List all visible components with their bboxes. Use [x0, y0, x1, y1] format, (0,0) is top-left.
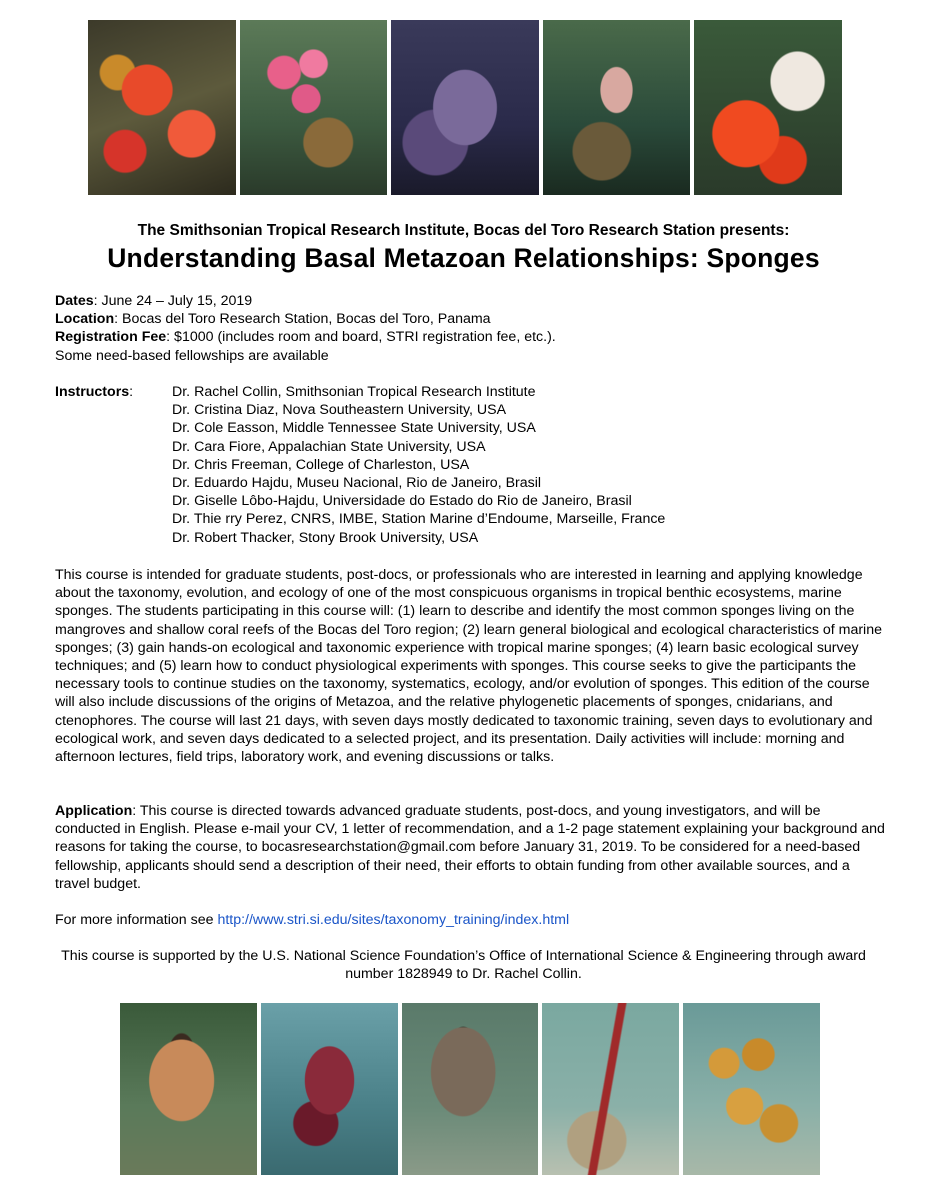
sponge-photo-pink: [240, 20, 388, 195]
sponge-photo-yellow-tube: [683, 1003, 820, 1175]
top-photo-strip: [88, 20, 842, 195]
dates-label: Dates: [55, 293, 94, 309]
application-text: : This course is directed towards advanced graduate students, post-docs, and young investigators, and will be conducted in English. Please e-mail your CV, 1 letter of recommendation, and a 1-2 page statement explaining your background and reasons for taking the course, to bocasresearchstation@gmail.com before January 31, 2019. To be considered for a need-based fellowship, applicants should send a description of their need, their efforts to obtain funding from other available sources, and a travel budget.: [55, 803, 885, 892]
sponge-photo-red-white: [694, 20, 842, 195]
instructor-list: [172, 383, 872, 547]
instructor-item: Dr. Eduardo Hajdu, Museu Nacional, Rio de Janeiro, Brasil: [172, 475, 542, 492]
instructor-item: Dr. Chris Freeman, College of Charleston, USA: [172, 456, 470, 473]
instructor-item: Dr. Rachel Collin, Smithsonian Tropical Research Institute: [172, 384, 536, 400]
fee-value: : $1000 (includes room and board, STRI registration fee, etc.).: [166, 329, 556, 346]
course-title: Understanding Basal Metazoan Relationships: Sponges: [107, 243, 820, 273]
sponge-photo-orange: [88, 20, 236, 195]
sponge-photo-purple: [391, 20, 539, 195]
instructor-item: Dr. Cristina Diaz, Nova Southeastern University, USA: [172, 402, 507, 419]
location-line: [55, 310, 885, 328]
sponge-photo-red-branch: [261, 1003, 398, 1175]
course-details: [55, 292, 885, 365]
fellowship-note: Some need-based fellowships are available: [55, 347, 329, 364]
dates-line: [55, 292, 885, 310]
more-info-line: [55, 911, 885, 929]
instructor-item: Dr. Cole Easson, Middle Tennessee State University, USA: [172, 420, 536, 437]
course-description: This course is intended for graduate students, post-docs, or professionals who are interested in learning and applying knowledge about the taxonomy, evolution, and ecology of one of the most conspicuous organisms in tropical benthic ecosystems, marine sponges. The students participating in this course will: (1) learn to describe and identify the most common sponges living on the mangroves and shallow coral reefs of the Bocas del Toro region; (2) learn general biological and ecological characteristics of marine sponges; (3) gain hands-on ecological and taxonomic experience with tropical marine sponges; (4) learn basic ecological survey techniques; and (5) learn how to conduct physiological experiments with sponges. This course seeks to give the participants the necessary tools to continue studies on the taxonomy, systematics, ecology, and/or evolution of sponges. This edition of the course will also include discussions of the origins of Metazoa, and the relative phylogenetic placements of sponges, cnidarians, and ctenophores. The course will last 21 days, with seven days mostly dedicated to taxonomic training, seven days to evolutionary and ecological work, and seven days dedicated to a selected project, and its presentation. Daily activities will include: morning and afternoon lectures, field trips, laboratory work, and evening discussions or talks.: [55, 567, 882, 766]
application-label: Application: [55, 803, 133, 819]
instructor-item: Dr. Giselle Lôbo-Hajdu, Universidade do Estado do Rio de Janeiro, Brasil: [172, 493, 632, 510]
sponge-photo-branching: [543, 20, 691, 195]
bottom-photo-strip: [120, 1003, 820, 1175]
instructor-item: Dr. Robert Thacker, Stony Brook University, USA: [172, 529, 479, 546]
sponge-photo-barrel: [120, 1003, 257, 1175]
location-label: Location: [55, 311, 115, 328]
sponge-photo-rope: [542, 1003, 679, 1175]
sponge-photo-vase: [402, 1003, 539, 1175]
dates-value: : June 24 – July 15, 2019: [93, 293, 253, 309]
application-paragraph: [55, 802, 885, 893]
info-link[interactable]: http://www.stri.si.edu/sites/taxonomy_training/index.html: [217, 912, 570, 928]
presenter-line: The Smithsonian Tropical Research Institute, Bocas del Toro Research Station presents:: [137, 222, 790, 239]
funding-statement: This course is supported by the U.S. National Science Foundation’s Office of International Science & Engineering through award number 1828949 to Dr. Rachel Collin.: [61, 948, 866, 983]
more-info-text: For more information see: [55, 912, 218, 928]
instructors-label: Instructors:: [55, 384, 134, 400]
instructor-item: Dr. Thie rry Perez, CNRS, IMBE, Station Marine d’Endoume, Marseille, France: [172, 511, 666, 528]
fee-line: [55, 328, 885, 346]
instructor-item: Dr. Cara Fiore, Appalachian State University, USA: [172, 438, 486, 455]
fee-label: Registration Fee: [55, 329, 167, 346]
location-value: : Bocas del Toro Research Station, Bocas del Toro, Panama: [114, 311, 491, 328]
